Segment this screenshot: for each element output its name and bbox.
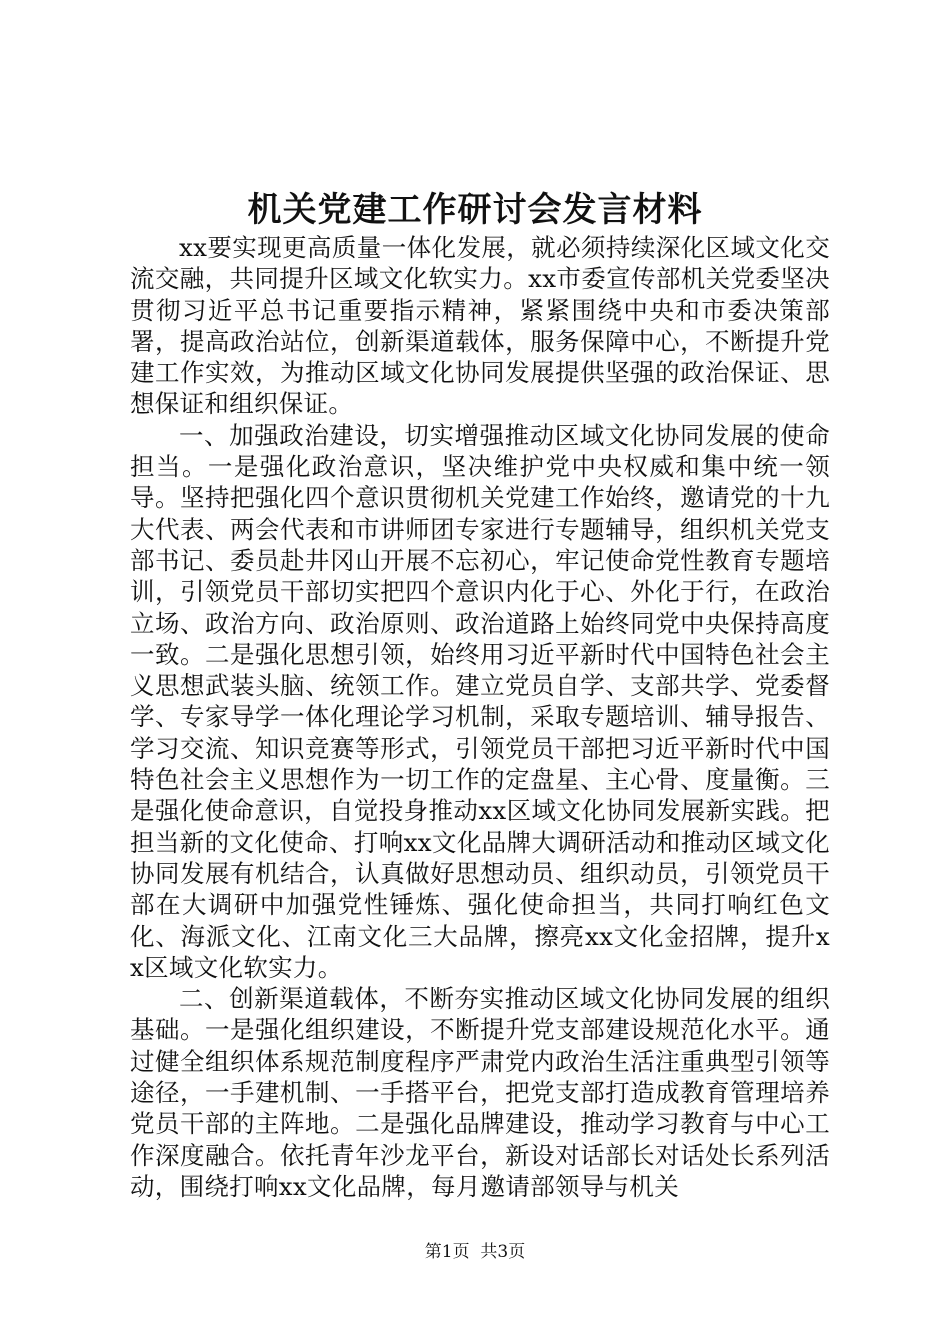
paragraph-section-1: 一、加强政治建设，切实增强推动区域文化协同发展的使命担当。一是强化政治意识，坚决维护党中央权威和集中统一领导。坚持把强化四个意识贯彻机关党建工作始终，邀请党的十九大代表、两会代表和市讲师团专家进行专题辅导，组织机关党支部书记、委员赴井冈山开展不忘初心，牢记使命党性教育专题培训，引领党员干部切实把四个意识内化于心、外化于行，在政治立场、政治方向、政治原则、政治道路上始终同党中央保持高度一致。二是强化思想引领，始终用习近平新时代中国特色社会主义思想武装头脑、统领工作。建立党员自学、支部共学、党委督学、专家导学一体化理论学习机制，采取专题培训、辅导报告、学习交流、知识竞赛等形式，引领党员干部把习近平新时代中国特色社会主义思想作为一切工作的定盘星、主心骨、度量衡。三是强化使命意识，自觉投身推动xx区域文化协同发展新实践。把担当新的文化使命、打响xx文化品牌大调研活动和推动区域文化协同发展有机结合，认真做好思想动员、组织动员，引领党员干部在大调研中加强党性锤炼、强化使命担当，共同打响红色文化、海派文化、江南文化三大品牌，擦亮xx文化金招牌，提升xx区域文化软实力。 (130, 420, 830, 982)
page-footer (0, 1240, 950, 1264)
document-body (130, 232, 830, 1202)
page-number: 第1页 (424, 1242, 470, 1262)
paragraph-section-2: 二、创新渠道载体，不断夯实推动区域文化协同发展的组织基础。一是强化组织建设，不断提升党支部建设规范化水平。通过健全组织体系规范制度程序严肃党内政治生活注重典型引领等途径，一手建机制、一手搭平台，把党支部打造成教育管理培养党员干部的主阵地。二是强化品牌建设，推动学习教育与中心工作深度融合。依托青年沙龙平台，新设对话部长对话处长系列活动，围绕打响xx文化品牌，每月邀请部领导与机关 (130, 984, 830, 1201)
page-total: 共3页 (480, 1242, 526, 1262)
paragraph-intro: xx要实现更高质量一体化发展，就必须持续深化区域文化交流交融，共同提升区域文化软实力。xx市委宣传部机关党委坚决贯彻习近平总书记重要指示精神，紧紧围绕中央和市委决策部署，提高政治站位，创新渠道载体，服务保障中心，不断提升党建工作实效，为推动区域文化协同发展提供坚强的政治保证、思想保证和组织保证。 (130, 233, 830, 419)
document-title: 机关党建工作研讨会发言材料 (247, 190, 703, 230)
